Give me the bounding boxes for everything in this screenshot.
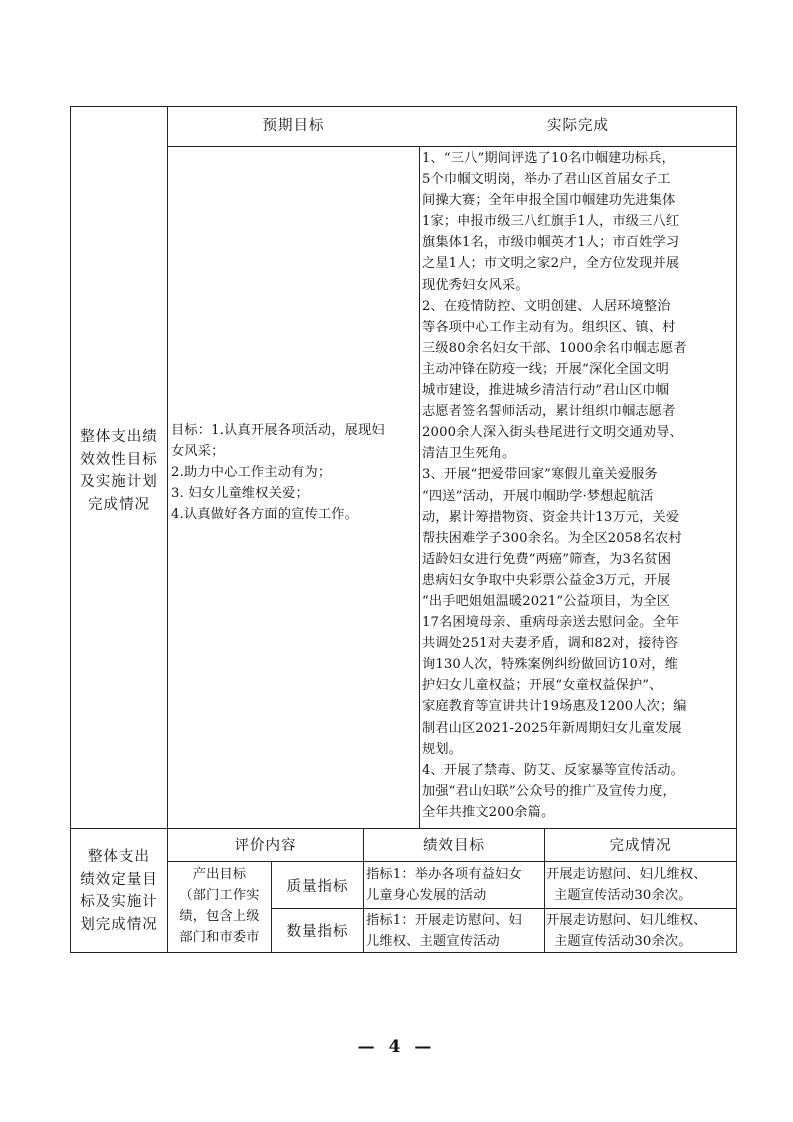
expected-line: 女风采； [171, 444, 225, 459]
performance-target-cell [366, 864, 543, 906]
output-target-line: 绩，包含上级 [179, 909, 260, 924]
upper-row-label-line: 整体支出绩 [80, 429, 158, 445]
upper-row-label [72, 426, 166, 516]
lower-row-label-line: 划完成情况 [80, 916, 158, 933]
actual-line: 4、开展了禁毒、防艾、反家暴等宣传活动。 [422, 762, 684, 778]
grid-line [70, 828, 737, 829]
actual-line: 共调处251对夫妻矛盾，调和82对，接待咨 [422, 636, 679, 652]
indicator-quality: 质量指标 [286, 879, 349, 895]
completion-line: 开展走访慰问、妇儿维权、 [546, 913, 707, 928]
actual-line: 护妇女儿童权益；开展“女童权益保护”、 [422, 678, 663, 694]
column-header-completion: 完成情况 [609, 838, 672, 854]
actual-line: 3、开展“把爱带回家”寒假儿童关爱服务 [422, 467, 658, 483]
actual-line: 现优秀妇女风采。 [422, 277, 529, 293]
actual-line: 三级80余名妇女干部、1000余名巾帼志愿者 [422, 340, 687, 356]
performance-line: 指标1：举办各项有益妇女 [366, 867, 522, 882]
upper-row-label-line: 效效性目标 [80, 451, 158, 468]
actual-line: 规划。 [422, 741, 463, 757]
actual-line: 帮扶困难学子300余名。为全区2058名农村 [422, 530, 682, 546]
actual-line: 全年共推文200余篇。 [422, 804, 555, 820]
actual-line: 动，累计筹措物资、资金共计13万元，关爱 [422, 509, 680, 525]
actual-line: 城市建设，推进城乡清洁行动”君山区巾帼 [422, 383, 669, 399]
actual-line: 2、在疫情防控、文明创建、人居环境整治 [422, 298, 671, 314]
actual-line: 2000余人深入街头巷尾进行文明交通劝导、 [422, 425, 683, 441]
actual-line: “四送”活动，开展巾帼助学·梦想起航活 [422, 488, 654, 504]
performance-line: 儿维权、主题宣传活动 [366, 934, 500, 949]
actual-line: 1家；申报市级三八红旗手1人，市级三八红 [422, 214, 680, 230]
lower-row-label-line: 标及实施计 [80, 894, 158, 910]
grid-line [419, 146, 420, 828]
expected-line: 3. 妇女儿童维权关爱； [171, 486, 309, 501]
output-target-line: 产出目标 [192, 867, 247, 882]
expected-line: 2.助力中心工作主动有为； [171, 465, 332, 480]
actual-completion-text [422, 148, 735, 823]
actual-line: 家庭教育等宣讲共计19场惠及1200人次；编 [422, 699, 687, 715]
performance-target-cell [366, 910, 543, 952]
actual-line: 5个巾帼文明岗，举办了君山区首届女子工 [422, 172, 671, 188]
actual-line: 旗集体1名，市级巾帼英才1人；市百姓学习 [422, 235, 680, 251]
table-border-top [70, 106, 737, 107]
completion-cell [546, 910, 735, 952]
table-border-bottom [70, 952, 737, 953]
actual-line: 之星1人；市文明之家2户，全方位发现并展 [422, 256, 680, 272]
grid-line [167, 861, 737, 862]
output-target-line: 部门和市委市 [179, 930, 260, 945]
column-header-expected: 预期目标 [262, 118, 325, 134]
expected-target-text [171, 420, 417, 525]
completion-line: 主题宣传活动30余次。 [554, 888, 692, 903]
lower-row-label [72, 846, 166, 936]
column-header-evaluation: 评价内容 [234, 838, 297, 854]
performance-line: 儿童身心发展的活动 [366, 888, 487, 903]
completion-line: 主题宣传活动30余次。 [554, 934, 692, 949]
actual-line: 志愿者签名誓师活动，累计组织巾帼志愿者 [422, 404, 676, 420]
table-border-left [70, 106, 71, 953]
upper-row-label-line: 及实施计划 [80, 474, 158, 490]
actual-line: 适龄妇女进行免费“两癌”筛查，为3名贫困 [422, 551, 672, 567]
page-number: — 4 — [357, 1037, 436, 1057]
lower-row-label-line: 整体支出 [88, 849, 150, 865]
completion-cell [546, 864, 735, 906]
indicator-quantity: 数量指标 [286, 924, 349, 940]
actual-line: 主动冲锋在防疫一线；开展“深化全国文明 [422, 361, 669, 377]
performance-line: 指标1：开展走访慰问、妇 [366, 913, 522, 928]
actual-line: 加强“君山妇联”公众号的推广及宣传力度， [422, 783, 676, 799]
grid-line [167, 106, 168, 828]
output-target-line: （部门工作实 [179, 888, 260, 903]
upper-row-label-line: 完成情况 [88, 496, 150, 513]
actual-line: 等各项中心工作主动有为。组织区、镇、村 [422, 319, 676, 335]
column-header-performance: 绩效目标 [423, 838, 485, 854]
output-target-label [168, 864, 271, 948]
actual-line: 1、“三八”期间评选了10名巾帼建功标兵， [422, 151, 675, 166]
actual-line: 询130人次，特殊案例纠纷做回访10对，维 [422, 657, 679, 673]
completion-line: 开展走访慰问、妇儿维权、 [546, 867, 707, 882]
actual-line: “出手吧姐姐温暖2021”公益项目，为全区 [422, 593, 671, 609]
actual-line: 制君山区2021-2025年新周期妇女儿童发展 [422, 720, 682, 736]
expected-line: 4.认真做好各方面的宣传工作。 [171, 507, 359, 522]
actual-line: 间操大赛；全年申报全国巾帼建功先进集体 [422, 193, 676, 209]
actual-line: 清洁卫生死角。 [422, 446, 516, 462]
expected-line: 目标：1.认真开展各项活动，展现妇 [171, 423, 385, 438]
actual-line: 17名困境母亲、重病母亲送去慰问金。全年 [422, 615, 680, 631]
actual-line: 患病妇女争取中央彩票公益金3万元，开展 [422, 572, 671, 588]
table-border-right [736, 106, 737, 953]
column-header-actual: 实际完成 [547, 118, 609, 134]
lower-row-label-line: 绩效定量目 [80, 871, 158, 888]
